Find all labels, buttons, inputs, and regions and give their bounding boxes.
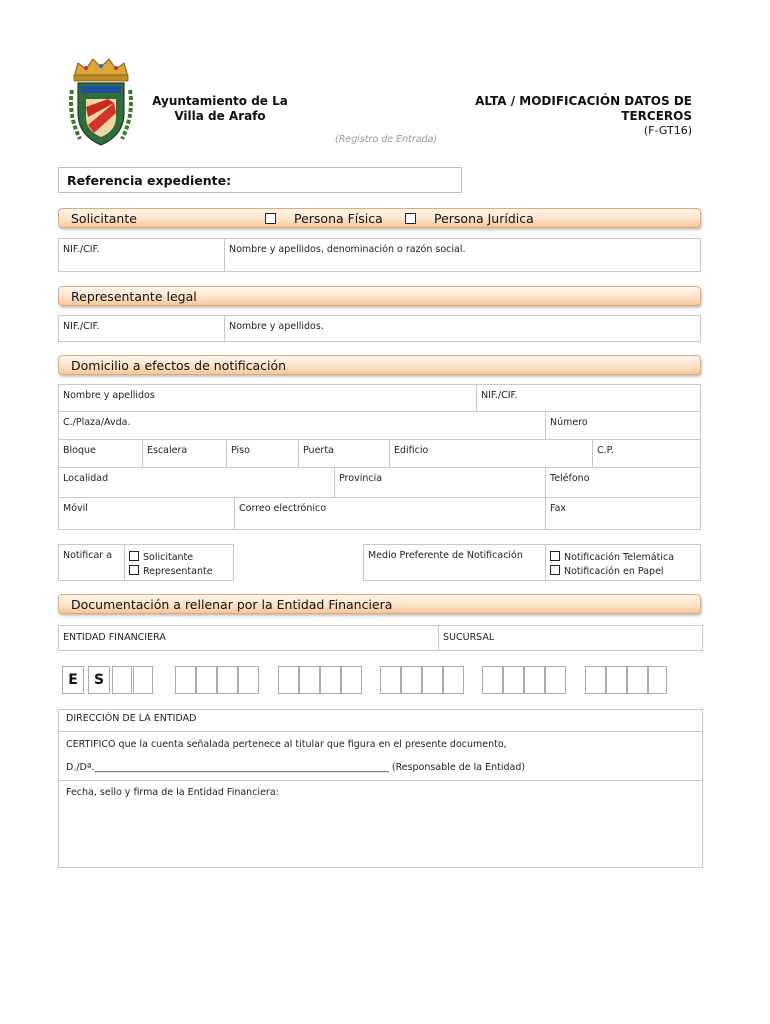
direccion-divider — [59, 731, 702, 732]
iban-check-digit-1[interactable] — [112, 666, 132, 694]
iban-entidad-digit-1[interactable] — [175, 666, 196, 694]
movil-field[interactable] — [58, 497, 235, 530]
representante-nif-label: NIF./CIF. — [63, 321, 100, 332]
sucursal-field[interactable] — [438, 625, 703, 651]
certifico-text: CERTIFICO que la cuenta señalada pertenece al titular que figura en el presente documento, — [66, 739, 507, 750]
iban-group-4-digit-1[interactable] — [482, 666, 503, 694]
persona-juridica-label: Persona Jurídica — [433, 211, 534, 226]
persona-juridica-option[interactable] — [405, 211, 534, 226]
financiera-section-bar — [58, 594, 701, 614]
entidad-financiera-field[interactable] — [58, 625, 439, 651]
solicitante-nombre-field[interactable] — [224, 238, 701, 272]
financiera-section-title: Documentación a rellenar por la Entidad Financiera — [71, 597, 393, 612]
calle-label: C./Plaza/Avda. — [63, 417, 131, 428]
representante-nif-field[interactable] — [58, 315, 225, 342]
domicilio-nombre-field[interactable] — [58, 384, 477, 412]
iban-group-5-digit-3[interactable] — [627, 666, 648, 694]
entidad-financiera-label: ENTIDAD FINANCIERA — [63, 632, 166, 643]
iban-entidad-digit-2[interactable] — [196, 666, 217, 694]
iban-group-4-digit-2[interactable] — [503, 666, 524, 694]
iban-group-5-digit-2[interactable] — [606, 666, 627, 694]
organization-line-2: Villa de Arafo — [174, 109, 266, 123]
iban-entidad-digit-3[interactable] — [217, 666, 238, 694]
puerta-field[interactable] — [298, 439, 390, 468]
persona-fisica-option[interactable] — [265, 211, 383, 226]
iban-oficina-digit-4[interactable] — [341, 666, 362, 694]
notificar-representante-option[interactable] — [129, 565, 229, 579]
piso-field[interactable] — [226, 439, 299, 468]
notificar-a-label: Notificar a — [63, 550, 113, 561]
iban-group-3-digit-4[interactable] — [443, 666, 464, 694]
bloque-field[interactable] — [58, 439, 143, 468]
notificar-representante-label: Representante — [143, 566, 213, 577]
referencia-expediente-field[interactable] — [58, 167, 462, 193]
document-title-line-2: TERCEROS — [621, 109, 692, 123]
movil-label: Móvil — [63, 503, 88, 514]
iban-group-5-digit-4[interactable] — [648, 666, 667, 694]
document-title-line-1: ALTA / MODIFICACIÓN DATOS DE — [475, 94, 692, 108]
domicilio-section-title: Domicilio a efectos de notificación — [71, 358, 287, 373]
localidad-field[interactable] — [58, 467, 335, 498]
direccion-entidad-label: DIRECCIÓN DE LA ENTIDAD — [66, 713, 197, 724]
iban-group-5-digit-1[interactable] — [585, 666, 606, 694]
solicitante-nif-field[interactable] — [58, 238, 225, 272]
puerta-label: Puerta — [303, 445, 334, 456]
registro-entrada: (Registro de Entrada) — [335, 134, 438, 145]
localidad-label: Localidad — [63, 473, 109, 484]
piso-label: Piso — [231, 445, 250, 456]
numero-field[interactable] — [545, 411, 701, 440]
fecha-sello-firma-label: Fecha, sello y firma de la Entidad Financiera: — [66, 787, 279, 798]
representante-nombre-label: Nombre y apellidos. — [229, 321, 324, 332]
cp-label: C.P. — [597, 445, 614, 456]
calle-field[interactable] — [58, 411, 546, 440]
domicilio-section-bar — [58, 355, 701, 375]
domicilio-nif-field[interactable] — [476, 384, 701, 412]
notificacion-telematica-label: Notificación Telemática — [564, 552, 675, 563]
solicitante-section-bar — [58, 208, 701, 228]
responsable-line[interactable]: D./Dª.______________________________________________________________ (Responsable de la Entidad) — [66, 762, 526, 773]
correo-field[interactable] — [234, 497, 546, 530]
organization-line-1: Ayuntamiento de La — [152, 94, 288, 108]
iban-oficina-digit-3[interactable] — [320, 666, 341, 694]
iban-check-digit-2[interactable] — [133, 666, 153, 694]
fax-label: Fax — [550, 503, 567, 514]
solicitante-nombre-label: Nombre y apellidos, denominación o razón social. — [229, 244, 466, 255]
representante-nombre-field[interactable] — [224, 315, 701, 342]
iban-group-3-digit-2[interactable] — [401, 666, 422, 694]
form-code: (F-GT16) — [643, 124, 692, 137]
iban-letter-s — [88, 666, 110, 694]
notificacion-papel-option[interactable] — [550, 565, 696, 579]
solicitante-section-title: Solicitante — [71, 211, 137, 226]
coat-of-arms-logo — [68, 55, 134, 150]
escalera-label: Escalera — [147, 445, 188, 456]
bloque-label: Bloque — [63, 445, 96, 456]
referencia-expediente-label: Referencia expediente: — [67, 173, 232, 188]
persona-juridica-checkbox[interactable] — [405, 213, 416, 224]
sucursal-label: SUCURSAL — [443, 632, 495, 643]
notificacion-telematica-option[interactable] — [550, 551, 696, 565]
iban-letter-e-text: E — [68, 672, 78, 688]
telefono-field[interactable] — [545, 467, 701, 498]
medio-options — [545, 544, 701, 581]
representante-section-bar — [58, 286, 701, 306]
iban-letter-s-text: S — [93, 672, 105, 688]
edificio-field[interactable] — [389, 439, 593, 468]
telefono-label: Teléfono — [550, 473, 590, 484]
representante-section-title: Representante legal — [71, 289, 197, 304]
notificar-representante-checkbox[interactable] — [129, 565, 139, 575]
notificar-solicitante-checkbox[interactable] — [129, 551, 139, 561]
provincia-field[interactable] — [334, 467, 546, 498]
iban-group-4-digit-4[interactable] — [545, 666, 566, 694]
medio-preferente-label: Medio Preferente de Notificación — [368, 550, 523, 561]
numero-label: Número — [550, 417, 588, 428]
cp-field[interactable] — [592, 439, 701, 468]
notificar-solicitante-option[interactable] — [129, 551, 229, 565]
notificacion-telematica-checkbox[interactable] — [550, 551, 560, 561]
persona-fisica-label: Persona Física — [293, 211, 383, 226]
domicilio-nombre-label: Nombre y apellidos — [63, 390, 155, 401]
iban-entidad-digit-4[interactable] — [238, 666, 259, 694]
correo-label: Correo electrónico — [239, 503, 327, 514]
notificar-solicitante-label: Solicitante — [143, 552, 194, 563]
provincia-label: Provincia — [339, 473, 383, 484]
domicilio-nif-label: NIF./CIF. — [481, 390, 518, 401]
iban-group-3-digit-3[interactable] — [422, 666, 443, 694]
iban-group-3-digit-1[interactable] — [380, 666, 401, 694]
edificio-label: Edificio — [394, 445, 429, 456]
escalera-field[interactable] — [142, 439, 227, 468]
iban-oficina-digit-1[interactable] — [278, 666, 299, 694]
persona-fisica-checkbox[interactable] — [265, 213, 276, 224]
fecha-divider — [59, 780, 702, 781]
iban-oficina-digit-2[interactable] — [299, 666, 320, 694]
medio-preferente-cell — [363, 544, 546, 581]
notificacion-papel-label: Notificación en Papel — [564, 566, 664, 577]
iban-letter-e — [62, 666, 84, 694]
solicitante-nif-label: NIF./CIF. — [63, 244, 100, 255]
iban-group-4-digit-3[interactable] — [524, 666, 545, 694]
notificar-a-options — [124, 544, 234, 581]
document-title — [432, 94, 692, 124]
certificacion-block — [58, 709, 703, 868]
fax-field[interactable] — [545, 497, 701, 530]
notificacion-papel-checkbox[interactable] — [550, 565, 560, 575]
notificar-a-cell — [58, 544, 125, 581]
organization-name — [140, 94, 300, 124]
